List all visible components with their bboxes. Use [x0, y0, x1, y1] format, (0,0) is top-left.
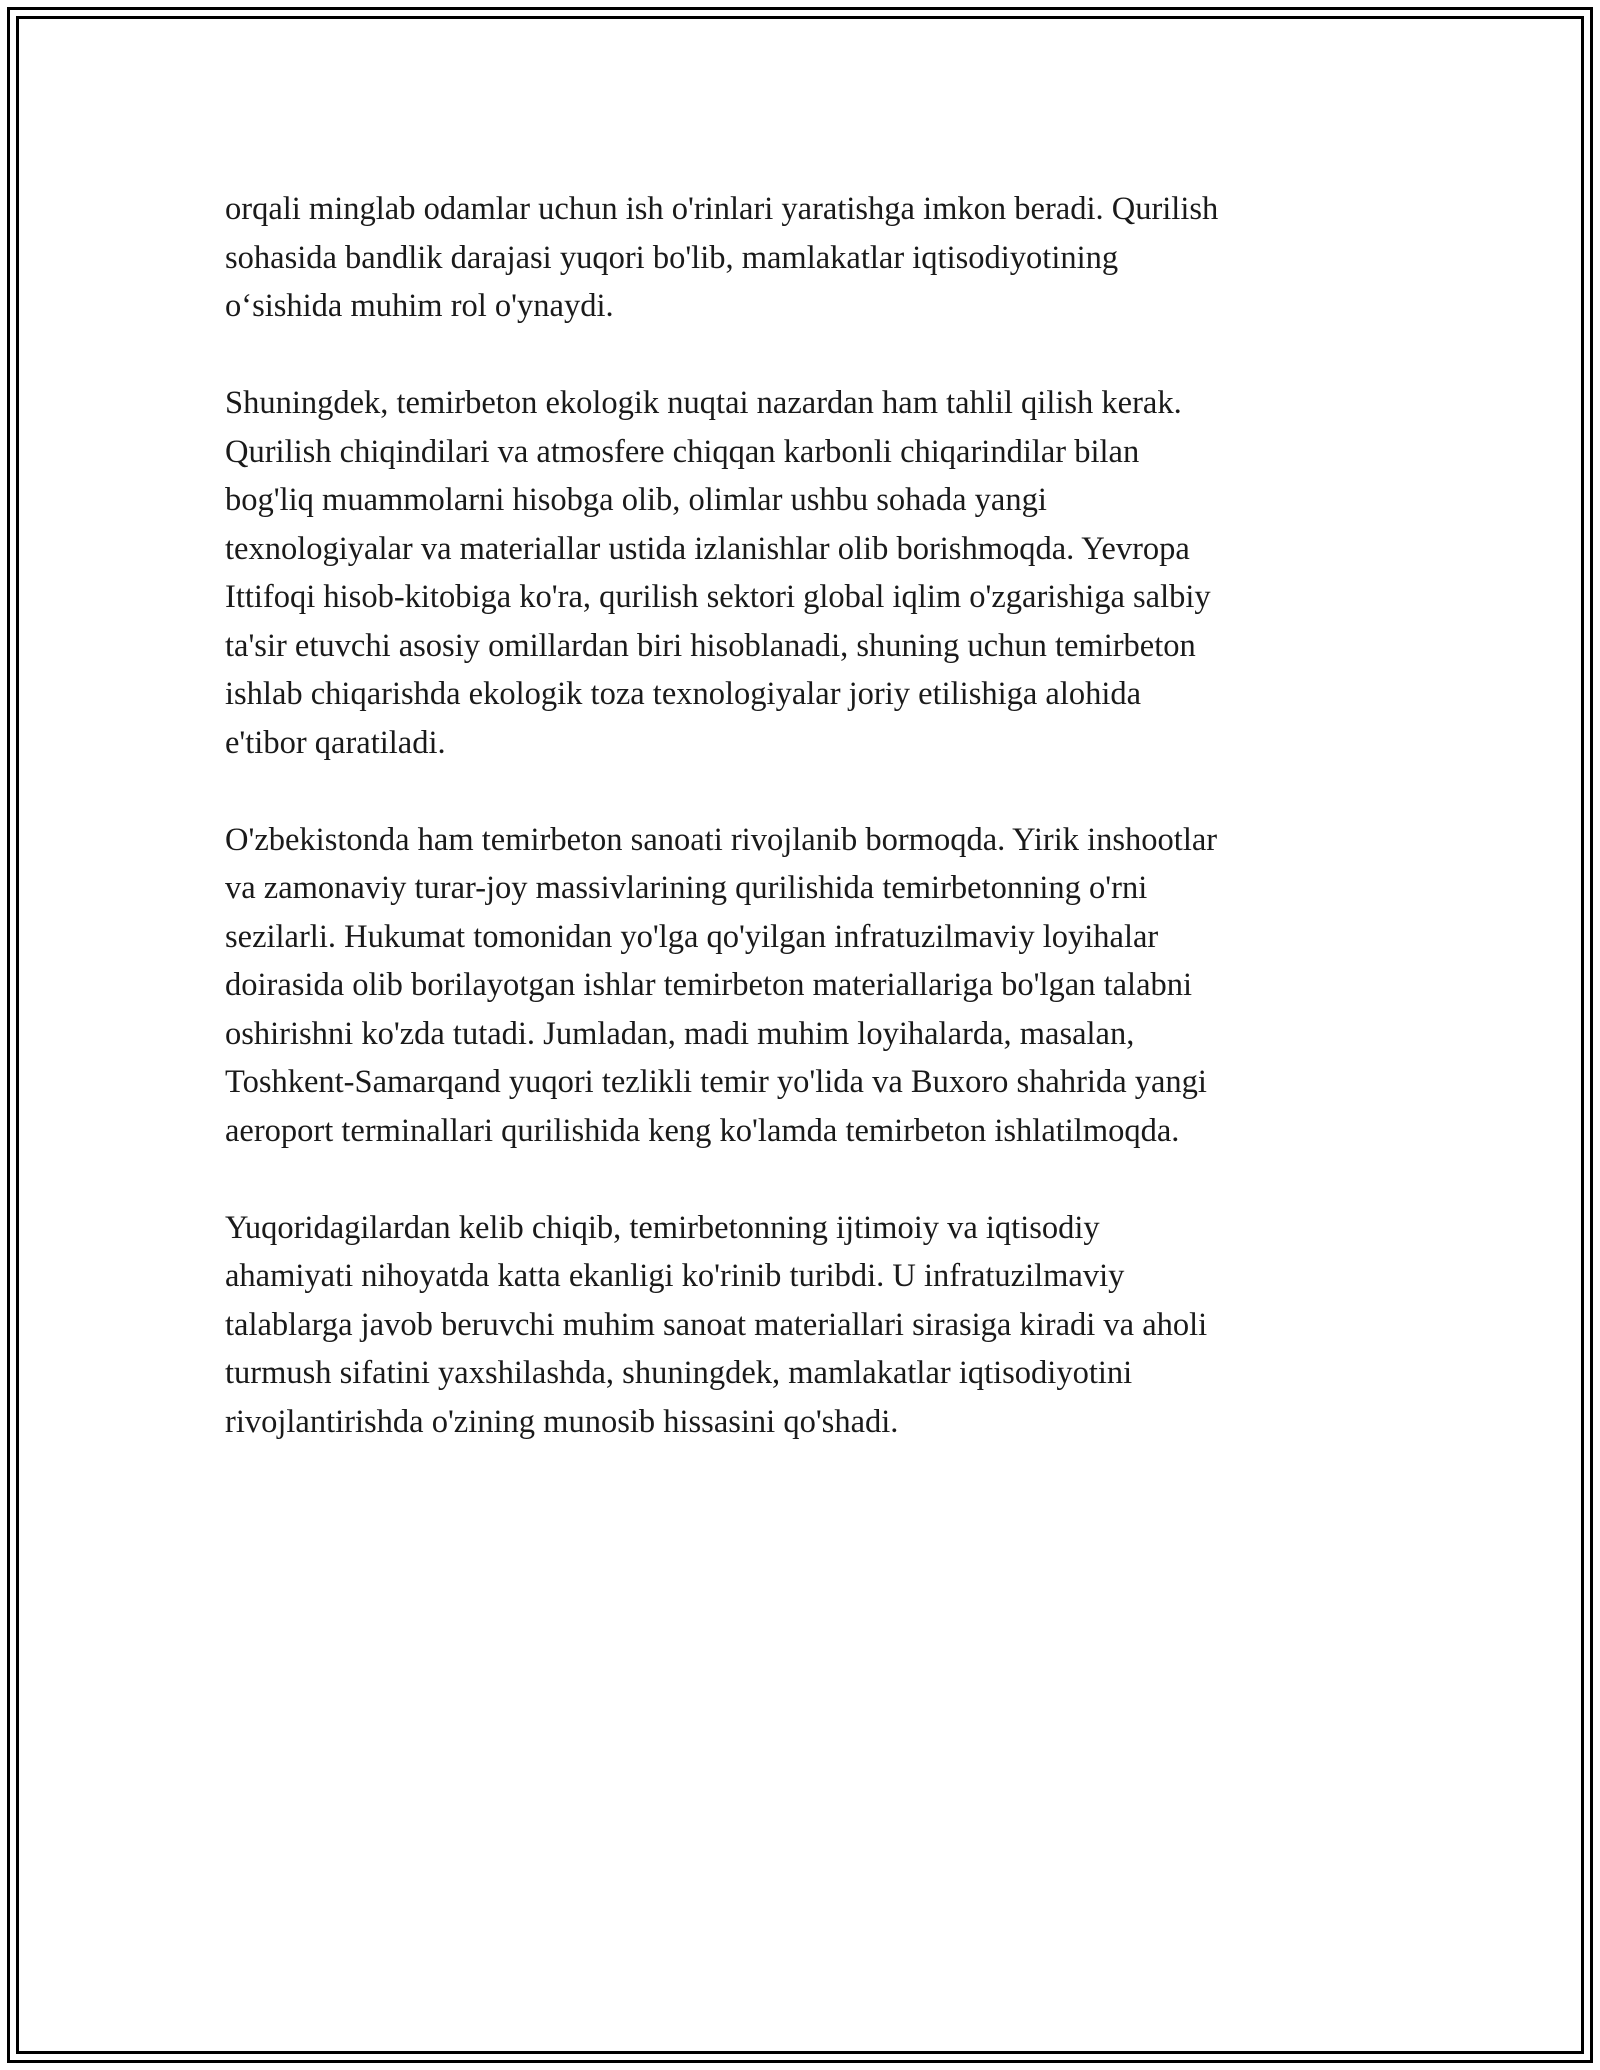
- paragraph-employment: [225, 185, 1385, 331]
- text-line: rivojlantirishda o'zining munosib hissasini qo'shadi.: [225, 1403, 899, 1440]
- text-line: ahamiyati nihoyatda katta ekanligi ko'rinib turibdi. U infratuzilmaviy: [225, 1258, 1125, 1294]
- text-line: Yuqoridagilardan kelib chiqib, temirbetonning ijtimoiy va iqtisodiy: [225, 1209, 1100, 1246]
- text-line: Ittifoqi hisob-kitobiga ko'ra, qurilish sektori global iqlim o'zgarishiga salbiy: [225, 579, 1211, 615]
- text-line: bog'liq muammolarni hisobga olib, olimlar ushbu sohada yangi: [225, 482, 1047, 518]
- text-line: turmush sifatini yaxshilashda, shuningdek, mamlakatlar iqtisodiyotini: [225, 1355, 1133, 1391]
- text-line: Toshkent-Samarqand yuqori tezlikli temir yo'lida va Buxoro shahrida yangi: [225, 1064, 1207, 1100]
- text-line: doirasida olib borilayotgan ishlar temirbeton materiallariga bo'lgan talabni: [225, 967, 1193, 1003]
- text-line: O'zbekistonda ham temirbeton sanoati rivojlanib bormoqda. Yirik inshootlar: [225, 821, 1218, 858]
- text-line: va zamonaviy turar-joy massivlarining qurilishida temirbetonning o'rni: [225, 870, 1148, 906]
- paragraph-conclusion: [225, 1204, 1385, 1447]
- text-line: aeroport terminallari qurilishida keng ko'lamda temirbeton ishlatilmoqda.: [225, 1112, 1180, 1149]
- text-line: ta'sir etuvchi asosiy omillardan biri hisoblanadi, shuning uchun temirbeton: [225, 627, 1196, 664]
- text-line: talablarga javob beruvchi muhim sanoat materiallari sirasiga kiradi va aholi: [225, 1306, 1208, 1343]
- text-line: oshirishni ko'zda tutadi. Jumladan, madi muhim loyihalarda, masalan,: [225, 1015, 1135, 1052]
- text-line: sezilarli. Hukumat tomonidan yo'lga qo'yilgan infratuzilmaviy loyihalar: [225, 918, 1159, 955]
- text-line: o‘sishida muhim rol o'ynaydi.: [225, 288, 614, 324]
- paragraph-uzbekistan: [225, 816, 1385, 1156]
- text-line: ishlab chiqarishda ekologik toza texnologiyalar joriy etilishiga alohida: [225, 676, 1142, 712]
- text-line: texnologiyalar va materiallar ustida izlanishlar olib borishmoqda. Yevropa: [225, 530, 1190, 567]
- text-line: orqali minglab odamlar uchun ish o'rinlari yaratishga imkon beradi. Qurilish: [225, 191, 1219, 227]
- text-line: Qurilish chiqindilari va atmosfere chiqqan karbonli chiqarindilar bilan: [225, 433, 1140, 470]
- text-line: Shuningdek, temirbeton ekologik nuqtai nazardan ham tahlil qilish kerak.: [225, 385, 1182, 421]
- text-line: sohasida bandlik darajasi yuqori bo'lib, mamlakatlar iqtisodiyotining: [225, 239, 1119, 276]
- paragraph-ecology: [225, 379, 1385, 767]
- text-line: e'tibor qaratiladi.: [225, 724, 446, 761]
- document-body: [225, 185, 1385, 1495]
